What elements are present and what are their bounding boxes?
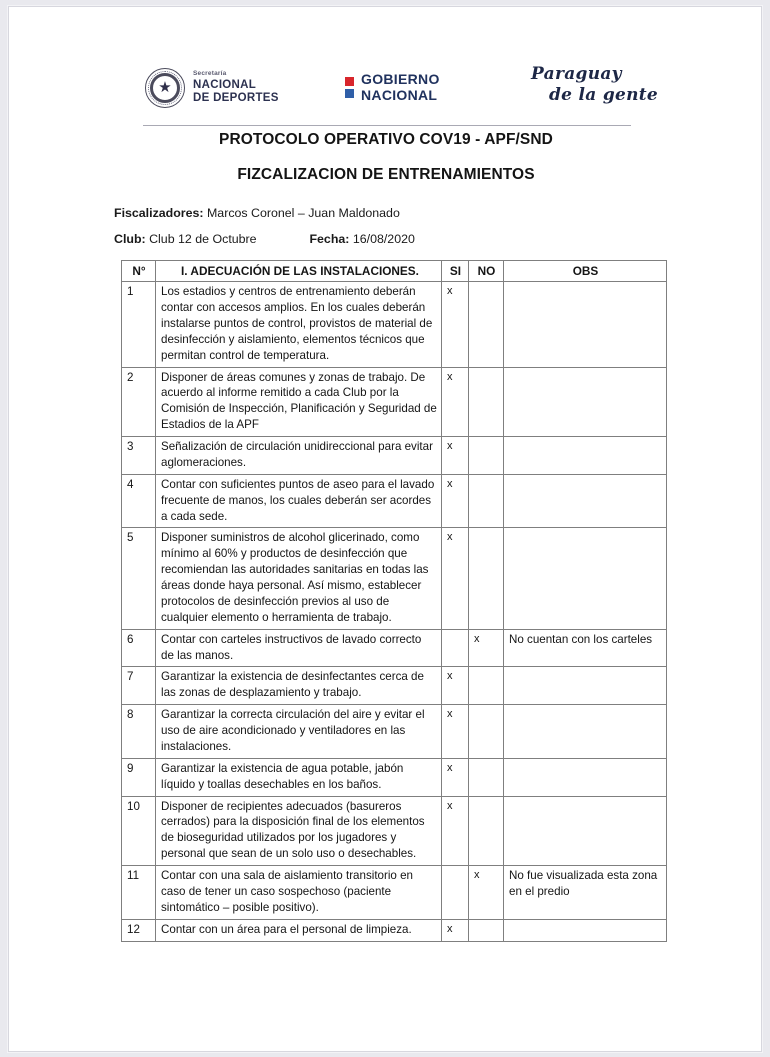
- star-icon: ★: [158, 79, 172, 97]
- cell-obs: [504, 282, 667, 367]
- snd-line-2: DE DEPORTES: [193, 92, 279, 105]
- table-row: [122, 866, 667, 920]
- cell-obs: [504, 705, 667, 759]
- fiscalizadores-value: Marcos Coronel – Juan Maldonado: [206, 206, 400, 220]
- cell-number: 12: [122, 919, 156, 941]
- cell-si: [442, 866, 469, 920]
- fecha-value: 16/08/2020: [352, 232, 415, 246]
- cell-si: x: [442, 367, 469, 437]
- blue-square-icon: [345, 89, 354, 98]
- cell-description: Contar con una sala de aislamiento transitorio en caso de tener un caso sospechoso (paciente sintomático – posible positivo).: [156, 866, 442, 920]
- paraguay-script-line-1: Paraguay: [531, 64, 622, 84]
- cell-si: x: [442, 667, 469, 705]
- gobierno-squares-icon: [345, 77, 354, 98]
- gobierno-line-1: GOBIERNO: [361, 71, 440, 87]
- cell-no: x: [469, 866, 504, 920]
- cell-description: Garantizar la existencia de desinfectantes cerca de las zonas de desplazamiento y trabajo.: [156, 667, 442, 705]
- cell-obs: [504, 667, 667, 705]
- table-row: [122, 282, 667, 367]
- cell-description: Contar con carteles instructivos de lavado correcto de las manos.: [156, 629, 442, 667]
- cell-description: Disponer de recipientes adecuados (basureros cerrados) para la disposición final de los elementos de bioseguridad utilizados por los jugadores y personal que sean de un solo uso o desechables.: [156, 796, 442, 866]
- table-header-row: [122, 261, 667, 282]
- cell-si: [442, 629, 469, 667]
- cell-no: [469, 705, 504, 759]
- cell-no: [469, 437, 504, 475]
- cell-number: 7: [122, 667, 156, 705]
- cell-no: [469, 282, 504, 367]
- table-body: [122, 282, 667, 941]
- logo-gobierno-nacional: [345, 72, 440, 103]
- paraguay-seal-icon: [145, 68, 185, 108]
- snd-wordmark: [193, 71, 279, 105]
- cell-number: 10: [122, 796, 156, 866]
- cell-no: [469, 796, 504, 866]
- cell-description: Contar con un área para el personal de limpieza.: [156, 919, 442, 941]
- cell-description: Garantizar la existencia de agua potable, jabón líquido y toallas desechables en los baños.: [156, 758, 442, 796]
- cell-description: Contar con suficientes puntos de aseo para el lavado frecuente de manos, los cuales deberán ser acordes a cada sede.: [156, 474, 442, 528]
- cell-si: x: [442, 528, 469, 629]
- document-title-primary: PROTOCOLO OPERATIVO COV19 - APF/SND: [219, 131, 553, 148]
- cell-si: x: [442, 437, 469, 475]
- document-title-secondary: FIZCALIZACION DE ENTRENAMIENTOS: [237, 166, 535, 183]
- cell-obs: [504, 758, 667, 796]
- cell-number: 1: [122, 282, 156, 367]
- club-label: Club:: [114, 232, 146, 246]
- snd-eyebrow: Secretaría: [193, 69, 227, 77]
- table-row: [122, 667, 667, 705]
- cell-no: [469, 667, 504, 705]
- header-description: I. ADECUACIÓN DE LAS INSTALACIONES.: [156, 261, 442, 282]
- cell-obs: [504, 367, 667, 437]
- cell-number: 3: [122, 437, 156, 475]
- cell-no: x: [469, 629, 504, 667]
- cell-si: x: [442, 758, 469, 796]
- red-square-icon: [345, 77, 354, 86]
- cell-description: Disponer de áreas comunes y zonas de trabajo. De acuerdo al informe remitido a cada Club por la Comisión de Inspección, Planificación y Seguridad de Estadios de la APF: [156, 367, 442, 437]
- cell-si: x: [442, 282, 469, 367]
- cell-si: x: [442, 796, 469, 866]
- cell-no: [469, 367, 504, 437]
- table-row: [122, 796, 667, 866]
- cell-number: 9: [122, 758, 156, 796]
- table-row: [122, 528, 667, 629]
- cell-si: x: [442, 474, 469, 528]
- document-page: [8, 6, 762, 1052]
- header-n: N°: [122, 261, 156, 282]
- snd-line-1: NACIONAL: [193, 79, 257, 92]
- club-value: Club 12 de Octubre: [149, 232, 257, 246]
- cell-obs: [504, 437, 667, 475]
- cell-number: 11: [122, 866, 156, 920]
- cell-obs: No cuentan con los carteles: [504, 629, 667, 667]
- checklist-table: [121, 260, 667, 942]
- table-row: [122, 705, 667, 759]
- table-header: [122, 261, 667, 282]
- fiscalizadores-line: [114, 206, 400, 220]
- cell-description: Señalización de circulación unidireccional para evitar aglomeraciones.: [156, 437, 442, 475]
- cell-obs: [504, 796, 667, 866]
- cell-no: [469, 528, 504, 629]
- club-fecha-line: [114, 232, 415, 246]
- cell-no: [469, 474, 504, 528]
- header-logo-band: [9, 62, 763, 120]
- gobierno-wordmark: [361, 72, 440, 103]
- logo-paraguay-de-la-gente: [529, 64, 658, 105]
- cell-obs: No fue visualizada esta zona en el predio: [504, 866, 667, 920]
- cell-number: 6: [122, 629, 156, 667]
- cell-number: 8: [122, 705, 156, 759]
- fecha-label: Fecha:: [309, 232, 350, 246]
- table-row: [122, 437, 667, 475]
- logo-secretaria-nacional-de-deportes: [145, 68, 279, 108]
- header-si: SI: [442, 261, 469, 282]
- paraguay-script-line-2: de la gente: [549, 85, 659, 105]
- table-row: [122, 919, 667, 941]
- cell-si: x: [442, 705, 469, 759]
- cell-si: x: [442, 919, 469, 941]
- cell-no: [469, 758, 504, 796]
- cell-description: Garantizar la correcta circulación del aire y evitar el uso de aire acondicionado y ventiladores en las instalaciones.: [156, 705, 442, 759]
- cell-no: [469, 919, 504, 941]
- cell-obs: [504, 919, 667, 941]
- cell-number: 4: [122, 474, 156, 528]
- table-row: [122, 629, 667, 667]
- cell-description: Disponer suministros de alcohol glicerinado, como mínimo al 60% y productos de desinfección que recomiendan las autoridades sanitarias en todas las áreas donde haya personal. Así mismo, establecer protocolos de desinfección previos al uso de cualquier elemento o herramienta de trabajo.: [156, 528, 442, 629]
- fiscalizadores-label: Fiscalizadores:: [114, 206, 204, 220]
- header-obs: OBS: [504, 261, 667, 282]
- cell-obs: [504, 474, 667, 528]
- table-row: [122, 367, 667, 437]
- table-row: [122, 474, 667, 528]
- gobierno-line-2: NACIONAL: [361, 86, 438, 103]
- cell-obs: [504, 528, 667, 629]
- header-no: NO: [469, 261, 504, 282]
- cell-number: 5: [122, 528, 156, 629]
- table-row: [122, 758, 667, 796]
- cell-description: Los estadios y centros de entrenamiento deberán contar con accesos amplios. En los cuales deberán instalarse puntos de control, provistos de material de desinfección y aislamiento, elementos técnicos que permitan control de temperatura.: [156, 282, 442, 367]
- cell-number: 2: [122, 367, 156, 437]
- header-divider: [143, 125, 631, 126]
